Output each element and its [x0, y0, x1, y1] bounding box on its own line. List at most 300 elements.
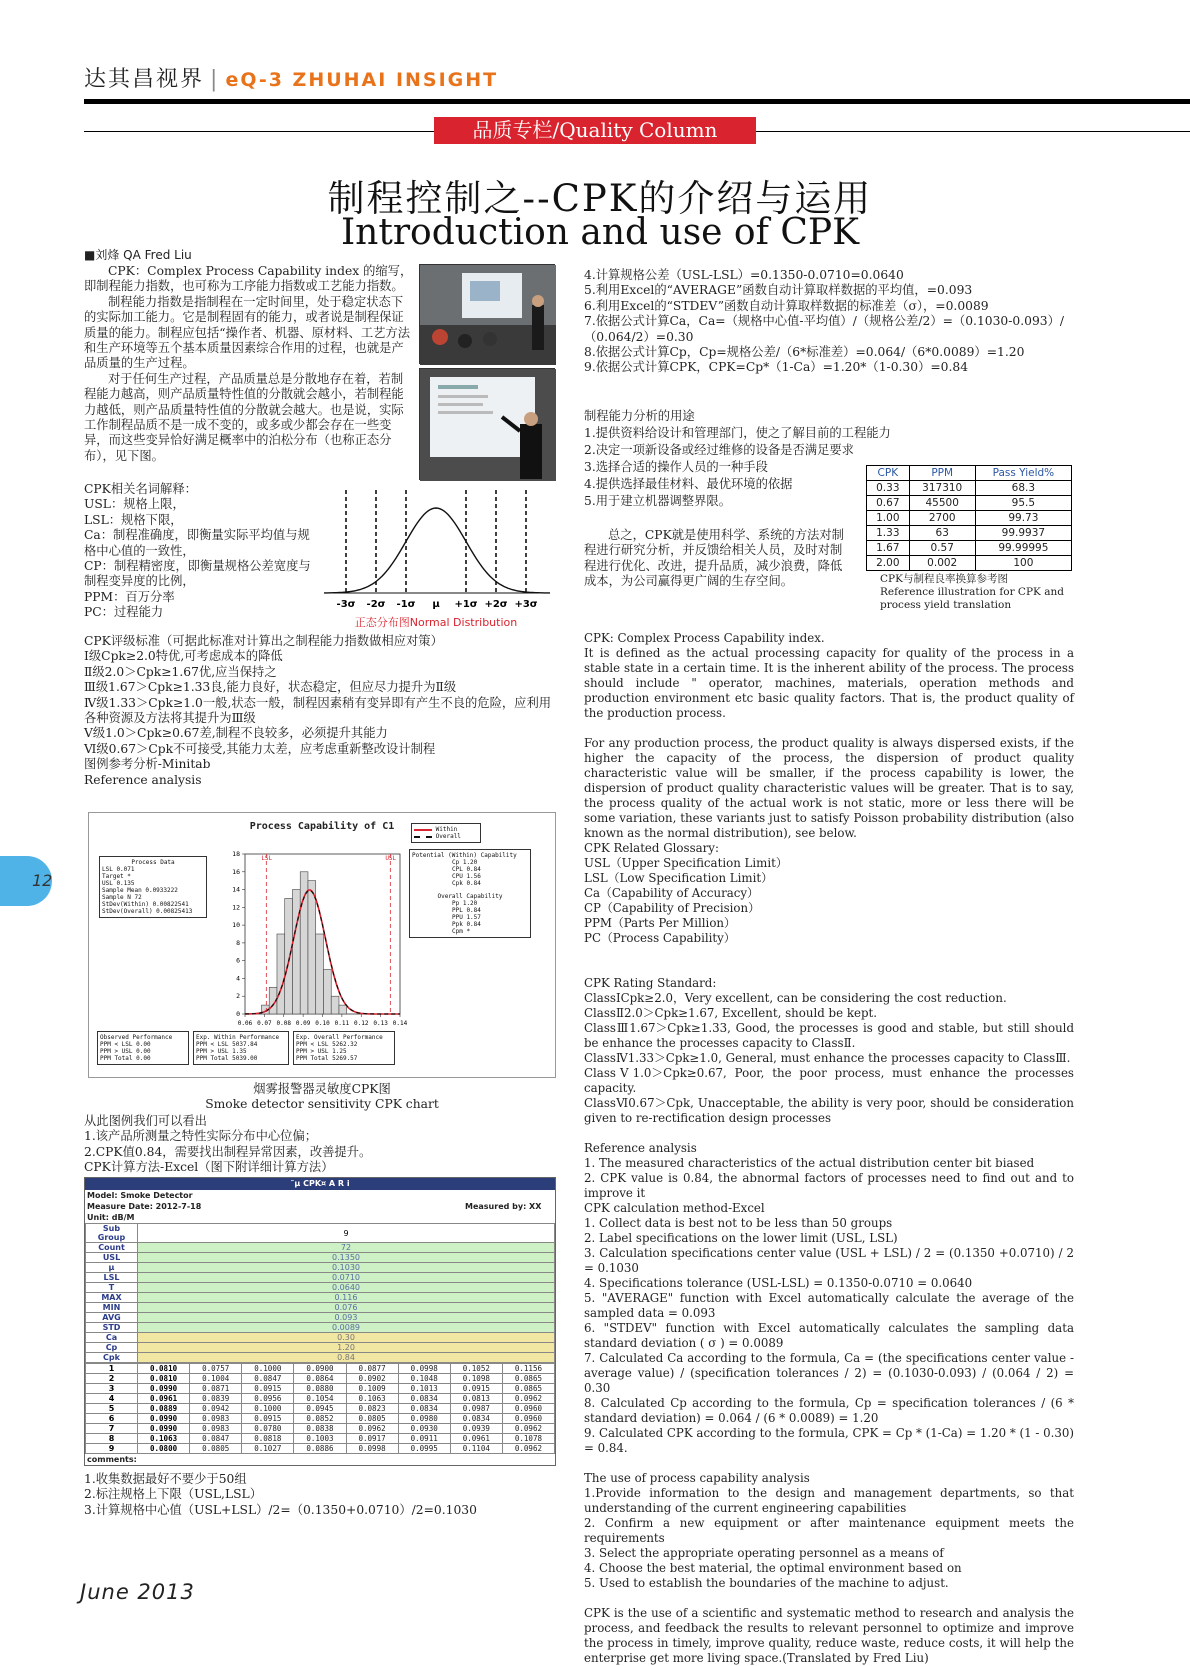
stat-row — [86, 1303, 555, 1313]
stat-label: Ca — [86, 1333, 138, 1343]
stat-row — [86, 1243, 555, 1253]
stat-row — [86, 1343, 555, 1353]
sample-value: 0.0810 — [138, 1374, 190, 1384]
rating-cn — [84, 634, 554, 788]
sample-value: 0.0962 — [502, 1424, 554, 1434]
after-chart-line: 从此图例我们可以看出 — [84, 1114, 207, 1128]
overall-swatch — [414, 836, 432, 838]
sample-value: 0.0915 — [450, 1384, 502, 1394]
after-excel-cn — [84, 1472, 564, 1518]
table-row — [86, 1434, 555, 1444]
en-uses-item: 2. Confirm a new equipment or after maintenance equipment meets the requirements — [584, 1516, 1074, 1545]
en-uses-item: 4. Choose the best material, the optimal environment based on — [584, 1561, 962, 1575]
sample-value: 0.1000 — [242, 1404, 294, 1414]
normal-distribution-diagram — [316, 490, 556, 630]
sample-value: 0.0847 — [190, 1434, 242, 1444]
intro-para: CPK：Complex Process Capability index 的缩写，即制程能力指数，也可称为工序能力指数或工艺能力指数。 — [84, 264, 413, 294]
col-yield: Pass Yield% — [975, 466, 1071, 481]
en-uses-item: 5. Used to establish the boundaries of the machine to adjust. — [584, 1576, 949, 1590]
cpk-caption-en: Reference illustration for CPK and — [880, 586, 1064, 598]
overall-line: Overall Capability — [437, 893, 503, 900]
en-ref-item: 2. CPK value is 0.84, the abnormal factors of processes need to find out and to improve it — [584, 1171, 1074, 1200]
excel-date: Measure Date: 2012-7-18 — [87, 1202, 202, 1211]
stat-value: 0.0089 — [138, 1323, 555, 1333]
en-ref-item: 1. Collect data is best not to be less than 50 groups — [584, 1216, 893, 1230]
sample-value: 0.1063 — [138, 1434, 190, 1444]
en-ref-item: 5. "AVERAGE" function with Excel automatically calculate the average of the sampled data = 0.093 — [584, 1291, 1074, 1320]
sample-value: 0.1156 — [502, 1364, 554, 1374]
cpk-table-body — [867, 481, 1072, 571]
table-row — [86, 1394, 555, 1404]
sample-value: 0.0864 — [294, 1374, 346, 1384]
y-tick-label: 16 — [232, 867, 240, 876]
glossary-item: PPM：百万分率 — [84, 589, 175, 604]
cpk-table-cell: 0.57 — [909, 541, 975, 556]
sigma-label: +2σ — [484, 599, 508, 610]
en-intro-line: CPK: Complex Process Capability index. — [584, 631, 825, 645]
masthead — [84, 62, 498, 93]
histogram-bars — [261, 872, 346, 1014]
perf-line: PPM Total 5039.00 — [196, 1055, 258, 1062]
stat-label: AVG — [86, 1313, 138, 1323]
uses-line: 制程能力分析的用途 — [584, 409, 695, 423]
y-tick-label: 6 — [236, 956, 240, 965]
step-line: 4.计算规格公差（USL-LSL）=0.1350-0.0710=0.0640 — [584, 268, 904, 282]
sample-value: 0.0780 — [242, 1424, 294, 1434]
after-excel-line: 2.标注规格上下限（USL,LSL） — [84, 1487, 263, 1502]
excel-by: Measured by: XX — [465, 1202, 542, 1211]
perf-line: PPM Total 0.00 — [100, 1055, 151, 1062]
histogram-bar — [339, 1005, 347, 1014]
excel-model: Model: Smoke Detector — [87, 1191, 193, 1200]
step-line: 6.利用Excel的“STDEV”函数自动计算取样数据的标准差（σ），=0.0089 — [584, 298, 989, 313]
cpk-table-row — [867, 496, 1072, 511]
cpk-table-row — [867, 541, 1072, 556]
stat-value: 0.076 — [138, 1303, 555, 1313]
glossary-item: CPK相关名词解释： — [84, 482, 197, 496]
cpk-table-cell: 99.99995 — [975, 541, 1071, 556]
histogram-bar — [285, 898, 293, 1014]
right-steps-cn — [584, 268, 1074, 376]
table-row — [86, 1384, 555, 1394]
footer-date: June 2013 — [80, 1580, 195, 1604]
y-tick-label: 18 — [232, 850, 240, 858]
glossary-item: PC：过程能力 — [84, 605, 164, 620]
stat-row — [86, 1273, 555, 1283]
row-index: 4 — [86, 1394, 138, 1404]
header-rule — [84, 99, 1190, 104]
cpk-caption-cn: CPK与制程良率换算参考图 — [880, 573, 1008, 585]
process-data-line: LSL 0.071 — [102, 866, 135, 873]
sample-value: 0.1052 — [450, 1364, 502, 1374]
sample-value: 0.1054 — [294, 1394, 346, 1404]
en-intro-line: It is defined as the actual processing capacity for quality of the process in a stable state in a certain time. It is the inherent ability of the process. The process should include " operator, machines, materials, operation methods and production environment etc basic quality factors. That is, the product quality of the production process. — [584, 646, 1074, 720]
title-cn: 制程控制之--CPK的介绍与运用 — [327, 177, 873, 220]
lsl-label: LSL — [261, 855, 273, 862]
sample-value: 0.0998 — [398, 1364, 450, 1374]
sample-value: 0.0838 — [294, 1424, 346, 1434]
stat-value: 0.84 — [138, 1353, 555, 1363]
perf-line: PPM < LSL 5037.84 — [196, 1041, 258, 1048]
within-swatch — [414, 829, 432, 831]
sample-value: 0.0980 — [398, 1414, 450, 1424]
en-glossary-item: PC（Process Capability） — [584, 931, 736, 945]
stat-value: 1.20 — [138, 1343, 555, 1353]
stat-label: LSL — [86, 1273, 138, 1283]
en-glossary-item: Ca（Capability of Accuracy） — [584, 886, 759, 900]
en-ref-item: 8. Calculated Cp according to the formula, Cp = specification tolerances / (6 * standard deviation) = 0.064 / (6 * 0.0089) = 1.20 — [584, 1396, 1074, 1425]
sample-value: 0.0987 — [450, 1404, 502, 1414]
sample-value: 0.1063 — [346, 1394, 398, 1404]
sample-value: 0.1013 — [398, 1384, 450, 1394]
en-summary: CPK is the use of a scientific and systematic method to research and analysis the process, and feedback the results to relevant personnel to optimize and improve the process in timely, improve quality, reduce waste, reduce costs, it will help the enterprise get more living space.(Translated by Fred Liu) — [584, 1606, 1074, 1665]
en-rating-item: CPK Rating Standard: — [584, 976, 717, 990]
uses-line: 1.提供资料给设计和管理部门，使之了解目前的工程能力 — [584, 426, 891, 440]
perf-line: PPM > USL 1.35 — [196, 1048, 247, 1055]
stat-value: 0.1350 — [138, 1253, 555, 1263]
rating-item: Ⅱ级2.0＞Cpk≥1.67优,应当保持之 — [84, 664, 277, 679]
en-ref-item: 1. The measured characteristics of the actual distribution center bit biased — [584, 1156, 1035, 1170]
glossary-item: CP：制程精密度，即衡量规格公差宽度与制程变异度的比例， — [84, 559, 311, 589]
cpk-table-header — [867, 466, 1072, 481]
page-number-tab — [0, 856, 52, 906]
process-data-line: StDev(Within) 0.00822541 — [102, 901, 189, 908]
presenter-photo — [419, 368, 555, 480]
cpk-table-cell: 0.67 — [867, 496, 910, 511]
sample-value: 0.1004 — [190, 1374, 242, 1384]
cpk-yield-table — [866, 465, 1072, 571]
sample-value: 0.0834 — [398, 1404, 450, 1414]
after-chart-line: 2.CPK值0.84，需要找出制程异常因素，改善提升。 — [84, 1144, 372, 1159]
cpk-table-cell: 1.33 — [867, 526, 910, 541]
sample-value: 0.0945 — [294, 1404, 346, 1414]
cpk-table-cell: 95.5 — [975, 496, 1071, 511]
stat-row — [86, 1263, 555, 1273]
en-ref-item: Reference analysis — [584, 1141, 697, 1155]
row-index: 7 — [86, 1424, 138, 1434]
sample-value: 0.0757 — [190, 1364, 242, 1374]
sample-value: 0.0823 — [346, 1404, 398, 1414]
x-tick-label: 0.07 — [257, 1020, 272, 1027]
process-data-line: USL 0.135 — [102, 880, 135, 887]
excel-stats-body — [86, 1224, 555, 1363]
sample-value: 0.0911 — [398, 1434, 450, 1444]
stat-value: 0.116 — [138, 1293, 555, 1303]
en-rating-item: ClassⅥ0.67＞Cpk, Unacceptable, the ability is very poor, should be consideration given to re-rectification design processes — [584, 1096, 1074, 1125]
stat-value: 9 — [138, 1224, 555, 1243]
step-line: 7.依据公式计算Ca，Ca=（规格中心值-平均值）/（规格公差/2）=（0.1030-0.093）/（0.064/2）=0.30 — [584, 314, 1065, 344]
rating-item: Reference analysis — [84, 772, 202, 787]
y-tick-label: 4 — [236, 974, 240, 983]
stat-label: Sub Group — [86, 1224, 138, 1243]
sample-value: 0.0990 — [138, 1384, 190, 1394]
bell-curve — [324, 508, 550, 593]
after-chart-cn — [84, 1114, 554, 1176]
excel-data-body — [86, 1364, 555, 1454]
rating-item: CPK评级标准（可据此标准对计算出之制程能力指数做相应对策） — [84, 634, 443, 648]
row-index: 8 — [86, 1434, 138, 1444]
table-row — [86, 1374, 555, 1384]
sample-value: 0.0847 — [242, 1374, 294, 1384]
observed-box — [97, 1031, 189, 1065]
cpk-table-row — [867, 481, 1072, 496]
table-row — [86, 1364, 555, 1374]
stat-value: 0.093 — [138, 1313, 555, 1323]
stat-row — [86, 1224, 555, 1243]
step-line: 9.依据公式计算CPK，CPK=Cp*（1-Ca）=1.20*（1-0.30）=0.84 — [584, 360, 969, 375]
y-tick-label: 8 — [236, 938, 240, 947]
sample-value: 0.0960 — [502, 1404, 554, 1414]
sample-value: 0.0983 — [190, 1424, 242, 1434]
x-tick-label: 0.13 — [373, 1020, 388, 1027]
sample-value: 0.1048 — [398, 1374, 450, 1384]
sigma-label: -1σ — [396, 599, 416, 610]
sample-value: 0.0800 — [138, 1444, 190, 1454]
stat-value: 72 — [138, 1243, 555, 1253]
overall-line: Cpm * — [452, 928, 471, 935]
stat-label: Cpk — [86, 1353, 138, 1363]
after-excel-line: 1.收集数据最好不要少于50组 — [84, 1472, 247, 1486]
seminar-photo-image — [420, 265, 556, 365]
sample-value: 0.0871 — [190, 1384, 242, 1394]
en-glossary-item: LSL（Low Specification Limit） — [584, 871, 773, 885]
en-glossary-item: PPM（Parts Per Million） — [584, 916, 736, 930]
title-en: Introduction and use of CPK — [340, 212, 860, 253]
table-row — [86, 1414, 555, 1424]
column-tag: 品质专栏/Quality Column — [434, 117, 756, 144]
histogram-bar — [323, 970, 331, 1014]
cpk-table-row — [867, 556, 1072, 571]
overall-line: Ppk 0.84 — [452, 921, 481, 928]
col-ppm: PPM — [909, 466, 975, 481]
minitab-chart — [88, 812, 556, 1078]
sample-value: 0.0930 — [398, 1424, 450, 1434]
sample-value: 0.0961 — [138, 1394, 190, 1404]
stat-label: USL — [86, 1253, 138, 1263]
legend-within — [414, 826, 478, 833]
cpk-table-cell: 100 — [975, 556, 1071, 571]
stat-value: 0.0640 — [138, 1283, 555, 1293]
overall-line: PPL 0.84 — [452, 907, 481, 914]
uses-line: 3.选择合适的操作人员的一种手段 — [584, 460, 768, 474]
en-ref-item: 9. Calculated CPK according to the formula, CPK = Cp * (1-Ca) = 1.20 * (1 - 0.30) = 0.84. — [584, 1426, 1074, 1455]
x-tick-label: 0.08 — [276, 1020, 291, 1027]
sample-value: 0.0962 — [502, 1394, 554, 1404]
sample-value: 0.0818 — [242, 1434, 294, 1444]
sample-value: 0.0962 — [346, 1424, 398, 1434]
capability-box — [409, 849, 531, 938]
sample-value: 0.0902 — [346, 1374, 398, 1384]
legend-overall-label: Overall — [435, 833, 461, 840]
cpk-table-cell: 68.3 — [975, 481, 1071, 496]
en-ref-item: 4. Specifications tolerance (USL-LSL) = 0.1350-0.0710 = 0.0640 — [584, 1276, 973, 1290]
sample-value: 0.0880 — [294, 1384, 346, 1394]
glossary-item: Ca：制程准确度，即衡量实际平均值与规格中心值的一致性， — [84, 528, 310, 558]
en-uses-item: 1.Provide information to the design and management departments, so that understanding of the current engineering capabilities — [584, 1486, 1074, 1515]
sample-value: 0.0915 — [242, 1384, 294, 1394]
sample-value: 0.0995 — [398, 1444, 450, 1454]
potential-line: CPU 1.56 — [452, 873, 481, 880]
stat-row — [86, 1283, 555, 1293]
process-data-box — [99, 856, 207, 918]
en-glossary-item: USL（Upper Specification Limit） — [584, 856, 788, 870]
sample-value: 0.0889 — [138, 1404, 190, 1414]
sample-value: 0.0839 — [190, 1394, 242, 1404]
en-ref-item: 6. "STDEV" function with Excel automatically calculates the sampling data standard deviation ( σ ) = 0.0089 — [584, 1321, 1074, 1350]
en-ref-item: 2. Label specifications on the lower limit (USL, LSL) — [584, 1231, 898, 1245]
table-row — [86, 1424, 555, 1434]
intro-para: 制程能力指数是指制程在一定时间里，处于稳定状态下的实际加工能力。它是制程固有的能力，或者说是制程保证质量的能力。制程应包括“操作者、机器、原材料、工艺方法和生产环境等五个基本质量因素综合作用的过程，也就是产品质量的生产过程。 — [84, 294, 411, 371]
cpk-table-cell: 99.9937 — [975, 526, 1071, 541]
sample-value: 0.1098 — [450, 1374, 502, 1384]
sample-value: 0.1000 — [242, 1364, 294, 1374]
minitab-caption-en: Smoke detector sensitivity CPK chart — [205, 1097, 439, 1112]
excel-title: ˜µ CPK¤ A R i — [85, 1178, 555, 1190]
sigma-label: +1σ — [454, 599, 478, 610]
usl-label: USL — [385, 855, 397, 862]
legend-box — [411, 823, 481, 843]
x-tick-label: 0.09 — [295, 1020, 311, 1027]
cpk-table-cell: 2700 — [909, 511, 975, 526]
stat-label: MIN — [86, 1303, 138, 1313]
sigma-label: μ — [432, 599, 440, 610]
cpk-table-row — [867, 511, 1072, 526]
sample-value: 0.0962 — [502, 1444, 554, 1454]
x-tick-label: 0.14 — [392, 1020, 408, 1027]
en-ref-item: CPK calculation method-Excel — [584, 1201, 765, 1215]
sample-value: 0.1003 — [294, 1434, 346, 1444]
cpk-table-row — [867, 526, 1072, 541]
excel-unit: Unit: dB/M — [87, 1213, 135, 1222]
x-tick-label: 0.06 — [237, 1020, 253, 1027]
histogram-bar — [316, 934, 324, 1014]
col-cpk: CPK — [867, 466, 910, 481]
row-index: 5 — [86, 1404, 138, 1414]
row-index: 9 — [86, 1444, 138, 1454]
stat-label: STD — [86, 1323, 138, 1333]
step-line: 5.利用Excel的“AVERAGE”函数自动计算取样数据的平均值，=0.093 — [584, 283, 973, 298]
glossary-cn — [84, 482, 314, 621]
sample-value: 0.1078 — [502, 1434, 554, 1444]
en-rating-item: ClassⅣ1.33＞Cpk≥1.0, General, must enhance the processes capacity to ClassⅢ. — [584, 1051, 1071, 1065]
row-index: 3 — [86, 1384, 138, 1394]
cpk-table-cell: 1.67 — [867, 541, 910, 556]
sample-value: 0.0990 — [138, 1424, 190, 1434]
sigma-label: -3σ — [336, 599, 356, 610]
potential-line: Potential (Within) Capability — [412, 852, 517, 859]
sample-value: 0.0961 — [450, 1434, 502, 1444]
histogram-bar — [292, 890, 300, 1014]
stat-row — [86, 1313, 555, 1323]
sample-value: 0.0990 — [138, 1414, 190, 1424]
y-tick-label: 12 — [232, 903, 240, 912]
x-tick-label: 0.11 — [334, 1020, 350, 1027]
step-line: 8.依据公式计算Cp，Cp=规格公差/（6*标准差）=0.064/（6*0.0089）=1.20 — [584, 345, 1025, 360]
histogram-bar — [331, 996, 339, 1014]
summary-cn: 总之，CPK就是使用科学、系统的方法对制程进行研究分析，并反馈给相关人员，及时对制程进行优化、改进，提升品质，减少浪费，降低成本，为公司赢得更广阔的生存空间。 — [584, 528, 844, 589]
sample-value: 0.0956 — [242, 1394, 294, 1404]
rating-item: Ⅵ级0.67＞Cpk不可接受,其能力太差，应考虑重新整改设计制程 — [84, 741, 436, 756]
perf-line: Exp. Within Performance — [196, 1034, 280, 1041]
row-index: 1 — [86, 1364, 138, 1374]
cpk-table-cell: 63 — [909, 526, 975, 541]
y-tick-label: 10 — [232, 921, 240, 930]
sample-value: 0.0834 — [398, 1394, 450, 1404]
en-glossary-item: CPK Related Glossary: — [584, 841, 719, 855]
histogram-bar — [277, 934, 285, 1014]
exp-within-box — [193, 1031, 289, 1065]
process-data-line: Sample Mean 0.0933222 — [102, 887, 178, 894]
author: ■刘烽 QA Fred Liu — [84, 248, 192, 262]
en-rating-item: ClassⅤ1.0＞Cpk≥0.67, Poor, the poor process, must enhance the processes capacity. — [584, 1066, 1074, 1095]
english-column — [584, 631, 1074, 1666]
row-index: 2 — [86, 1374, 138, 1384]
rating-item: 图例参考分析-Minitab — [84, 757, 211, 772]
brand-separator: | — [210, 67, 220, 92]
process-data-line: Target * — [102, 873, 131, 880]
cpk-table-cell: 45500 — [909, 496, 975, 511]
sample-value: 0.0834 — [450, 1414, 502, 1424]
intro-cn — [84, 264, 414, 464]
presenter-photo-image — [420, 369, 556, 481]
y-tick-label: 14 — [232, 885, 240, 894]
glossary-item: LSL：规格下限， — [84, 512, 183, 527]
stat-value: 0.1030 — [138, 1263, 555, 1273]
exp-overall-box — [293, 1031, 395, 1065]
perf-line: PPM < LSL 0.00 — [100, 1041, 151, 1048]
en-glossary-item: CP（Capability of Precision） — [584, 901, 760, 915]
stat-row — [86, 1333, 555, 1343]
stat-value: 0.0710 — [138, 1273, 555, 1283]
stat-row — [86, 1253, 555, 1263]
page-number: 12 — [32, 871, 53, 890]
uses-line: 5.用于建立机器调整界限。 — [584, 494, 731, 508]
y-tick-label: 0 — [236, 1010, 240, 1018]
sigma-label: -2σ — [366, 599, 386, 610]
excel-stats-table — [85, 1223, 555, 1363]
excel-sheet — [84, 1177, 556, 1466]
perf-line: PPM > USL 1.25 — [296, 1048, 347, 1055]
after-excel-line: 3.计算规格中心值（USL+LSL）/2=（0.1350+0.0710）/2=0.1030 — [84, 1502, 477, 1517]
sample-value: 0.0865 — [502, 1384, 554, 1394]
cpk-caption-en: process yield translation — [880, 599, 1012, 611]
after-chart-line: 1.该产品所测量之特性实际分布中心位偏； — [84, 1129, 318, 1144]
sample-value: 0.1104 — [450, 1444, 502, 1454]
perf-line: PPM Total 5269.57 — [296, 1055, 358, 1062]
stat-label: Cp — [86, 1343, 138, 1353]
sample-value: 0.0805 — [346, 1414, 398, 1424]
sample-value: 0.0877 — [346, 1364, 398, 1374]
minitab-title: Process Capability of C1 — [249, 821, 395, 832]
sample-value: 0.0915 — [242, 1414, 294, 1424]
sample-value: 0.0960 — [502, 1414, 554, 1424]
cpk-table-cell: 0.33 — [867, 481, 910, 496]
cpk-table-cell: 99.73 — [975, 511, 1071, 526]
process-data-line: StDev(Overall) 0.00825413 — [102, 908, 193, 915]
excel-data-table — [85, 1363, 555, 1454]
en-uses-item: The use of process capability analysis — [584, 1471, 810, 1485]
stat-value: 0.30 — [138, 1333, 555, 1343]
stat-label: T — [86, 1283, 138, 1293]
normal-dist-caption: 正态分布图Normal Distribution — [354, 616, 518, 629]
sample-value: 0.0805 — [190, 1444, 242, 1454]
potential-line: Cp 1.20 — [452, 859, 478, 866]
en-rating-item: ClassⅢ1.67＞Cpk≥1.33, Good, the processes is good and stable, but still should be enhance the processes capacity to ClassⅡ. — [584, 1021, 1074, 1050]
en-rating-item: ClassⅠCpk≥2.0，Very excellent, can be considering the cost reduction. — [584, 991, 1007, 1005]
cpk-table-cell: 1.00 — [867, 511, 910, 526]
legend-within-label: Within — [435, 826, 458, 833]
minitab-caption — [88, 1082, 556, 1113]
